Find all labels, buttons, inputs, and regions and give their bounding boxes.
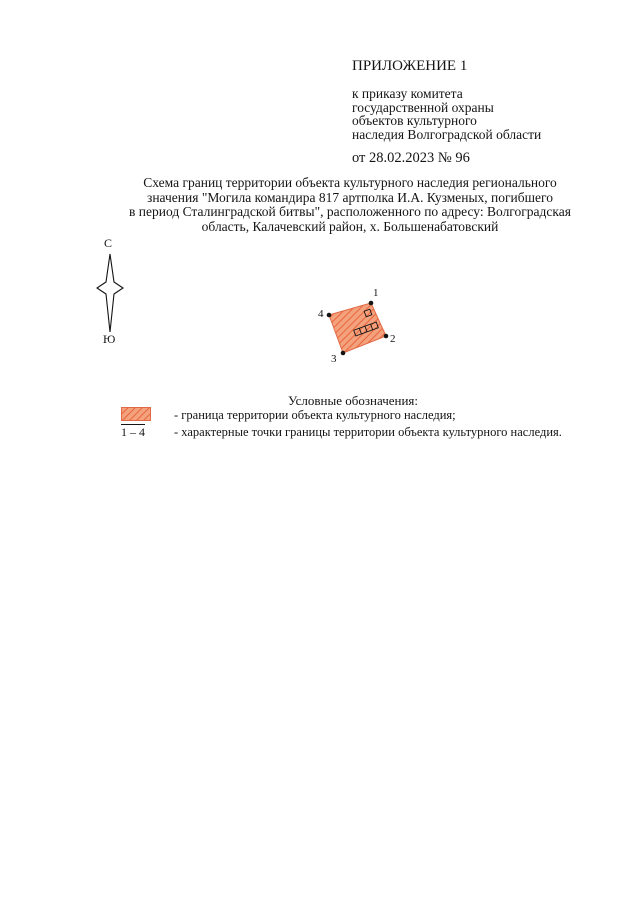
scheme-title (80, 176, 620, 234)
order-line: объектов культурного (352, 113, 477, 128)
scheme-title-line: область, Калачевский район, х. Большенабатовский (201, 218, 499, 234)
point-label-4: 4 (318, 308, 324, 320)
order-line: государственной охраны (352, 99, 494, 115)
order-line: к приказу комитета (352, 86, 463, 101)
boundary-plan (310, 280, 410, 365)
scheme-title-line: в период Сталинградской битвы", расположенного по адресу: Волгоградская (129, 204, 571, 219)
legend-item-boundary: - граница территории объекта культурного наследия; (174, 408, 456, 422)
legend-title: Условные обозначения: (288, 393, 419, 408)
order-date: от 28.02.2023 № 96 (352, 150, 470, 166)
boundary-point-2 (384, 334, 389, 339)
compass-south-label: Ю (103, 332, 116, 346)
point-label-2: 2 (390, 333, 396, 345)
compass-north-label: С (104, 236, 113, 250)
appendix-title: ПРИЛОЖЕНИЕ 1 (352, 58, 468, 74)
point-label-1: 1 (373, 287, 379, 299)
legend-points-range (121, 424, 145, 440)
point-label-3: 3 (331, 353, 337, 365)
scheme-title-line: Схема границ территории объекта культурного наследия регионального (143, 175, 557, 190)
boundary-point-1 (369, 301, 374, 306)
scheme-title-line: значения "Могила командира 817 артполка И.А. Кузменых, погибшего (147, 189, 553, 205)
compass-icon (94, 252, 126, 334)
legend-points-range-label: 1 – 4 (121, 425, 145, 439)
order-reference (352, 87, 541, 141)
legend-item-points: - характерные точки границы территории объекта культурного наследия. (174, 425, 562, 439)
legend-boundary-swatch (121, 407, 151, 421)
order-line: наследия Волгоградской области (352, 126, 542, 142)
boundary-point-3 (341, 351, 346, 356)
boundary-point-4 (327, 313, 332, 318)
